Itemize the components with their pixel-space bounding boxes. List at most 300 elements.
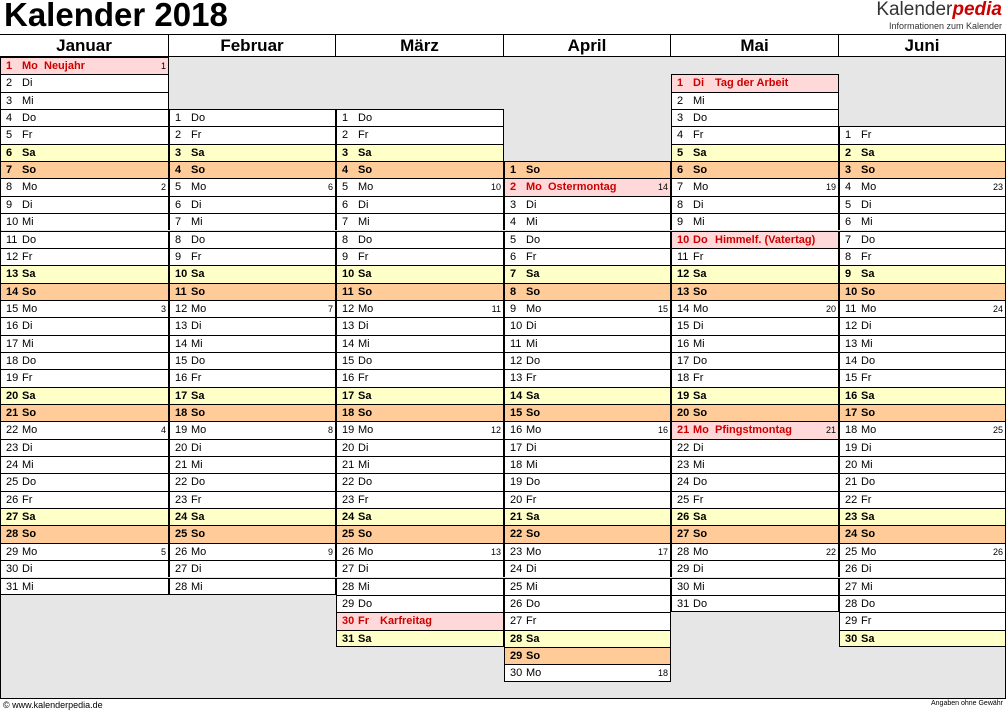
day-number: 22 (510, 528, 523, 541)
weekday: Fr (861, 615, 872, 628)
day-row (169, 473, 336, 490)
day-number: 3 (6, 94, 13, 107)
day-number: 12 (677, 268, 690, 281)
day-row (839, 352, 1006, 369)
day-row (0, 265, 169, 282)
day-number: 4 (510, 216, 517, 229)
day-row (839, 300, 1006, 317)
day-number: 16 (6, 320, 19, 333)
day-row (839, 196, 1006, 213)
weekday: Mi (358, 337, 370, 350)
day-row (839, 491, 1006, 508)
day-row (839, 213, 1006, 230)
day-row (169, 144, 336, 161)
weekday: Fr (22, 250, 33, 263)
weekday: Di (191, 441, 202, 454)
weekday: Fr (358, 493, 369, 506)
day-row (169, 491, 336, 508)
day-number: 28 (677, 545, 690, 558)
day-row (169, 525, 336, 542)
day-number: 26 (510, 597, 523, 610)
day-number: 4 (677, 129, 684, 142)
week-number: 24 (992, 303, 1003, 314)
weekday: Sa (22, 389, 36, 402)
weekday: Fr (861, 372, 872, 385)
day-row (0, 560, 169, 577)
week-number: 22 (825, 546, 836, 557)
week-number: 2 (160, 182, 166, 193)
day-number: 20 (510, 493, 523, 506)
weekday: Di (191, 563, 202, 576)
day-row (839, 369, 1006, 386)
weekday: Di (526, 441, 537, 454)
weekday: Sa (526, 268, 540, 281)
day-row (671, 473, 839, 490)
month-column (839, 35, 1006, 698)
day-number: 23 (342, 493, 355, 506)
day-row (169, 161, 336, 178)
day-row (336, 300, 504, 317)
day-number: 10 (175, 268, 188, 281)
day-row (336, 283, 504, 300)
day-row (671, 300, 839, 317)
day-number: 10 (677, 233, 690, 246)
day-row (169, 300, 336, 317)
weekday: Do (693, 354, 708, 367)
weekday: Mo (358, 302, 374, 315)
weekday: So (358, 528, 373, 541)
day-number: 3 (677, 112, 684, 125)
day-number: 27 (677, 528, 690, 541)
day-row (169, 317, 336, 334)
day-number: 16 (677, 337, 690, 350)
month-column (169, 35, 336, 698)
calendar-grid (0, 34, 1006, 699)
day-number: 19 (175, 424, 188, 437)
weekday: Fr (861, 493, 872, 506)
day-number: 15 (6, 302, 19, 315)
day-number: 13 (510, 372, 523, 385)
day-row (169, 387, 336, 404)
weekday: Fr (358, 372, 369, 385)
weekday: Mo (526, 545, 542, 558)
day-row (0, 473, 169, 490)
day-number: 6 (175, 198, 182, 211)
day-number: 29 (510, 649, 523, 662)
weekday: Mi (22, 216, 34, 229)
day-row (336, 126, 504, 143)
day-number: 13 (845, 337, 858, 350)
weekday: Fr (358, 250, 369, 263)
weekday: Di (861, 320, 872, 333)
day-row (0, 231, 169, 248)
weekday: Sa (22, 268, 36, 281)
day-number: 7 (677, 181, 684, 194)
day-number: 31 (677, 597, 690, 610)
weekday: Fr (693, 372, 704, 385)
day-row (336, 630, 504, 647)
weekday: Mo (526, 302, 542, 315)
day-row (0, 248, 169, 265)
day-number: 12 (510, 354, 523, 367)
weekday: Mo (693, 302, 709, 315)
day-row (336, 560, 504, 577)
weekday: Mi (861, 580, 873, 593)
holiday-name: Neujahr (44, 60, 85, 72)
weekday: Mo (191, 424, 207, 437)
weekday: Mi (22, 580, 34, 593)
day-row (0, 300, 169, 317)
day-number: 21 (845, 476, 858, 489)
day-row (0, 456, 169, 473)
day-number: 15 (677, 320, 690, 333)
day-row (0, 161, 169, 178)
day-number: 14 (677, 302, 690, 315)
day-row (671, 213, 839, 230)
day-row (169, 126, 336, 143)
weekday: So (526, 528, 541, 541)
day-number: 9 (175, 250, 182, 263)
day-row (0, 283, 169, 300)
day-number: 19 (845, 441, 858, 454)
weekday: Di (526, 563, 537, 576)
day-number: 31 (6, 580, 19, 593)
day-row (336, 578, 504, 595)
day-number: 18 (677, 372, 690, 385)
day-number: 16 (510, 424, 523, 437)
weekday: So (861, 285, 876, 298)
weekday: Mi (693, 580, 705, 593)
day-number: 3 (342, 146, 349, 159)
day-row (336, 595, 504, 612)
day-row (839, 248, 1006, 265)
weekday: Fr (693, 129, 704, 142)
weekday: Di (22, 441, 33, 454)
weekday: So (526, 285, 541, 298)
day-row (671, 178, 839, 195)
weekday: Do (861, 476, 876, 489)
day-number: 9 (342, 250, 349, 263)
day-number: 1 (677, 77, 684, 90)
day-number: 7 (342, 216, 349, 229)
day-number: 24 (845, 528, 858, 541)
weekday: Do (861, 597, 876, 610)
month-column (336, 35, 504, 698)
weekday: Sa (358, 389, 372, 402)
day-number: 14 (6, 285, 19, 298)
day-row (336, 231, 504, 248)
weekday: Sa (693, 146, 707, 159)
day-number: 2 (6, 77, 13, 90)
day-row (169, 421, 336, 438)
weekday: So (358, 164, 373, 177)
weekday: Di (526, 198, 537, 211)
week-number: 17 (657, 546, 668, 557)
day-row (839, 161, 1006, 178)
day-row (336, 161, 504, 178)
weekday: Di (22, 198, 33, 211)
day-number: 2 (510, 181, 517, 194)
day-number: 22 (845, 493, 858, 506)
weekday: Mo (22, 302, 38, 315)
week-number: 19 (825, 182, 836, 193)
day-number: 21 (342, 459, 355, 472)
day-row (169, 265, 336, 282)
day-number: 19 (677, 389, 690, 402)
day-number: 29 (677, 563, 690, 576)
day-row (169, 196, 336, 213)
weekday: Mi (861, 337, 873, 350)
day-number: 11 (845, 302, 857, 315)
day-row (671, 560, 839, 577)
day-row (839, 456, 1006, 473)
day-row (504, 543, 671, 560)
weekday: Mi (191, 337, 203, 350)
day-row (504, 630, 671, 647)
day-row (0, 317, 169, 334)
holiday-name: Ostermontag (548, 181, 617, 194)
weekday: Fr (22, 129, 33, 142)
weekday: Mi (191, 459, 203, 472)
day-row (504, 421, 671, 438)
day-row (0, 421, 169, 438)
weekday: Mi (22, 337, 34, 350)
day-row (169, 456, 336, 473)
weekday: Sa (191, 268, 205, 281)
weekday: Sa (526, 511, 540, 524)
day-number: 15 (175, 354, 188, 367)
day-number: 17 (510, 441, 523, 454)
weekday: Mo (693, 181, 709, 194)
day-number: 19 (510, 476, 523, 489)
day-row (504, 161, 671, 178)
weekday: Di (693, 198, 704, 211)
weekday: Mo (693, 545, 709, 558)
day-number: 26 (677, 511, 690, 524)
day-row (169, 578, 336, 595)
day-row (336, 525, 504, 542)
day-number: 25 (175, 528, 188, 541)
day-number: 8 (510, 285, 517, 298)
day-row (504, 231, 671, 248)
day-row (0, 92, 169, 109)
day-number: 17 (6, 337, 19, 350)
day-number: 10 (6, 216, 19, 229)
week-number: 26 (992, 546, 1003, 557)
weekday: So (22, 407, 37, 419)
weekday: So (861, 164, 876, 177)
day-number: 17 (175, 389, 188, 402)
weekday: Sa (191, 146, 205, 159)
day-number: 12 (845, 320, 858, 333)
week-number: 9 (327, 546, 333, 557)
day-number: 9 (510, 302, 517, 315)
weekday: Di (358, 320, 369, 333)
weekday: Mo (358, 424, 374, 437)
weekday: So (526, 164, 541, 177)
weekday: Mi (693, 94, 705, 107)
weekday: Do (22, 476, 37, 489)
day-number: 22 (342, 476, 355, 489)
weekday: Fr (358, 129, 369, 142)
weekday: Do (191, 233, 206, 246)
day-row (0, 439, 169, 456)
weekday: Mi (358, 459, 370, 472)
day-row (0, 387, 169, 404)
weekday: Mi (358, 216, 370, 229)
day-number: 11 (175, 285, 187, 298)
weekday: Fr (526, 615, 537, 628)
day-number: 8 (677, 198, 684, 211)
weekday: Di (22, 563, 33, 576)
weekday: Mi (693, 337, 705, 350)
day-row (504, 578, 671, 595)
day-number: 22 (6, 424, 19, 437)
day-row (504, 595, 671, 612)
day-number: 11 (6, 233, 18, 246)
weekday: Mi (22, 94, 34, 107)
month-header: März (336, 35, 504, 57)
week-number: 6 (327, 182, 333, 193)
day-number: 21 (510, 511, 523, 524)
weekday: Mi (526, 337, 538, 350)
month-column (671, 35, 839, 698)
logo-brand-accent: pedia (952, 0, 1002, 20)
day-row (336, 317, 504, 334)
day-row (671, 109, 839, 126)
weekday: Mi (693, 459, 705, 472)
day-row (169, 369, 336, 386)
day-row (504, 283, 671, 300)
day-number: 11 (510, 337, 522, 350)
day-number: 15 (845, 372, 858, 385)
day-row (504, 196, 671, 213)
week-number: 11 (491, 303, 501, 314)
weekday: Di (693, 563, 704, 576)
day-number: 18 (510, 459, 523, 472)
weekday: Do (191, 476, 206, 489)
day-row (0, 525, 169, 542)
day-number: 5 (175, 181, 182, 194)
day-row (0, 369, 169, 386)
weekday: Fr (191, 129, 202, 142)
day-number: 8 (6, 181, 13, 194)
day-number: 4 (175, 164, 182, 177)
day-row (504, 647, 671, 664)
week-number: 8 (327, 425, 333, 436)
day-number: 30 (6, 563, 19, 576)
day-row (839, 421, 1006, 438)
day-row (0, 508, 169, 525)
day-number: 12 (342, 302, 355, 315)
weekday: Mo (861, 545, 877, 558)
day-row (336, 335, 504, 352)
day-row (839, 439, 1006, 456)
day-row (504, 664, 671, 681)
weekday: Sa (358, 632, 372, 645)
month-column (0, 35, 169, 698)
weekday: Sa (693, 389, 707, 402)
weekday: Do (191, 112, 206, 125)
day-number: 10 (510, 320, 523, 333)
month-column (504, 35, 671, 698)
day-number: 21 (677, 424, 690, 437)
day-row (336, 456, 504, 473)
day-number: 29 (342, 597, 355, 610)
weekday: So (22, 285, 37, 298)
day-row (504, 473, 671, 490)
weekday: Sa (861, 632, 875, 645)
day-row (0, 335, 169, 352)
day-row (839, 508, 1006, 525)
day-row (169, 283, 336, 300)
weekday: Mo (22, 181, 38, 194)
weekday: Do (358, 354, 373, 367)
day-row (839, 404, 1006, 421)
weekday: Mi (526, 216, 538, 229)
day-number: 1 (6, 60, 13, 72)
day-row (671, 317, 839, 334)
day-number: 25 (845, 545, 858, 558)
day-row (839, 387, 1006, 404)
day-number: 5 (342, 181, 349, 194)
weekday: Do (861, 233, 876, 246)
day-row (671, 508, 839, 525)
weekday: Sa (861, 146, 875, 159)
day-row (504, 491, 671, 508)
day-number: 22 (677, 441, 690, 454)
holiday-name: Karfreitag (380, 615, 432, 628)
month-header: Mai (671, 35, 839, 57)
weekday: Do (358, 112, 373, 125)
weekday: Di (22, 320, 33, 333)
day-row (839, 126, 1006, 143)
weekday: Mo (22, 60, 38, 72)
day-row (336, 213, 504, 230)
day-number: 12 (6, 250, 19, 263)
month-header: Februar (169, 35, 336, 57)
weekday: Mi (693, 216, 705, 229)
day-number: 17 (677, 354, 690, 367)
day-number: 7 (6, 164, 13, 177)
day-row (839, 178, 1006, 195)
day-row (671, 161, 839, 178)
day-number: 11 (342, 285, 354, 298)
day-row (336, 352, 504, 369)
weekday: Sa (22, 511, 36, 524)
day-row (839, 144, 1006, 161)
day-number: 13 (175, 320, 188, 333)
weekday: Di (358, 198, 369, 211)
day-number: 16 (342, 372, 355, 385)
day-number: 20 (342, 441, 355, 454)
day-number: 16 (175, 372, 188, 385)
weekday: Mo (358, 181, 374, 194)
day-number: 1 (342, 112, 349, 125)
day-row (671, 352, 839, 369)
day-number: 30 (342, 615, 355, 628)
day-row (671, 404, 839, 421)
weekday: So (693, 285, 708, 298)
day-number: 15 (510, 407, 523, 419)
day-number: 23 (845, 511, 858, 524)
weekday: Mi (191, 580, 203, 593)
weekday: Do (191, 354, 206, 367)
day-number: 9 (845, 268, 852, 281)
day-number: 20 (175, 441, 188, 454)
day-row (0, 178, 169, 195)
day-number: 8 (175, 233, 182, 246)
